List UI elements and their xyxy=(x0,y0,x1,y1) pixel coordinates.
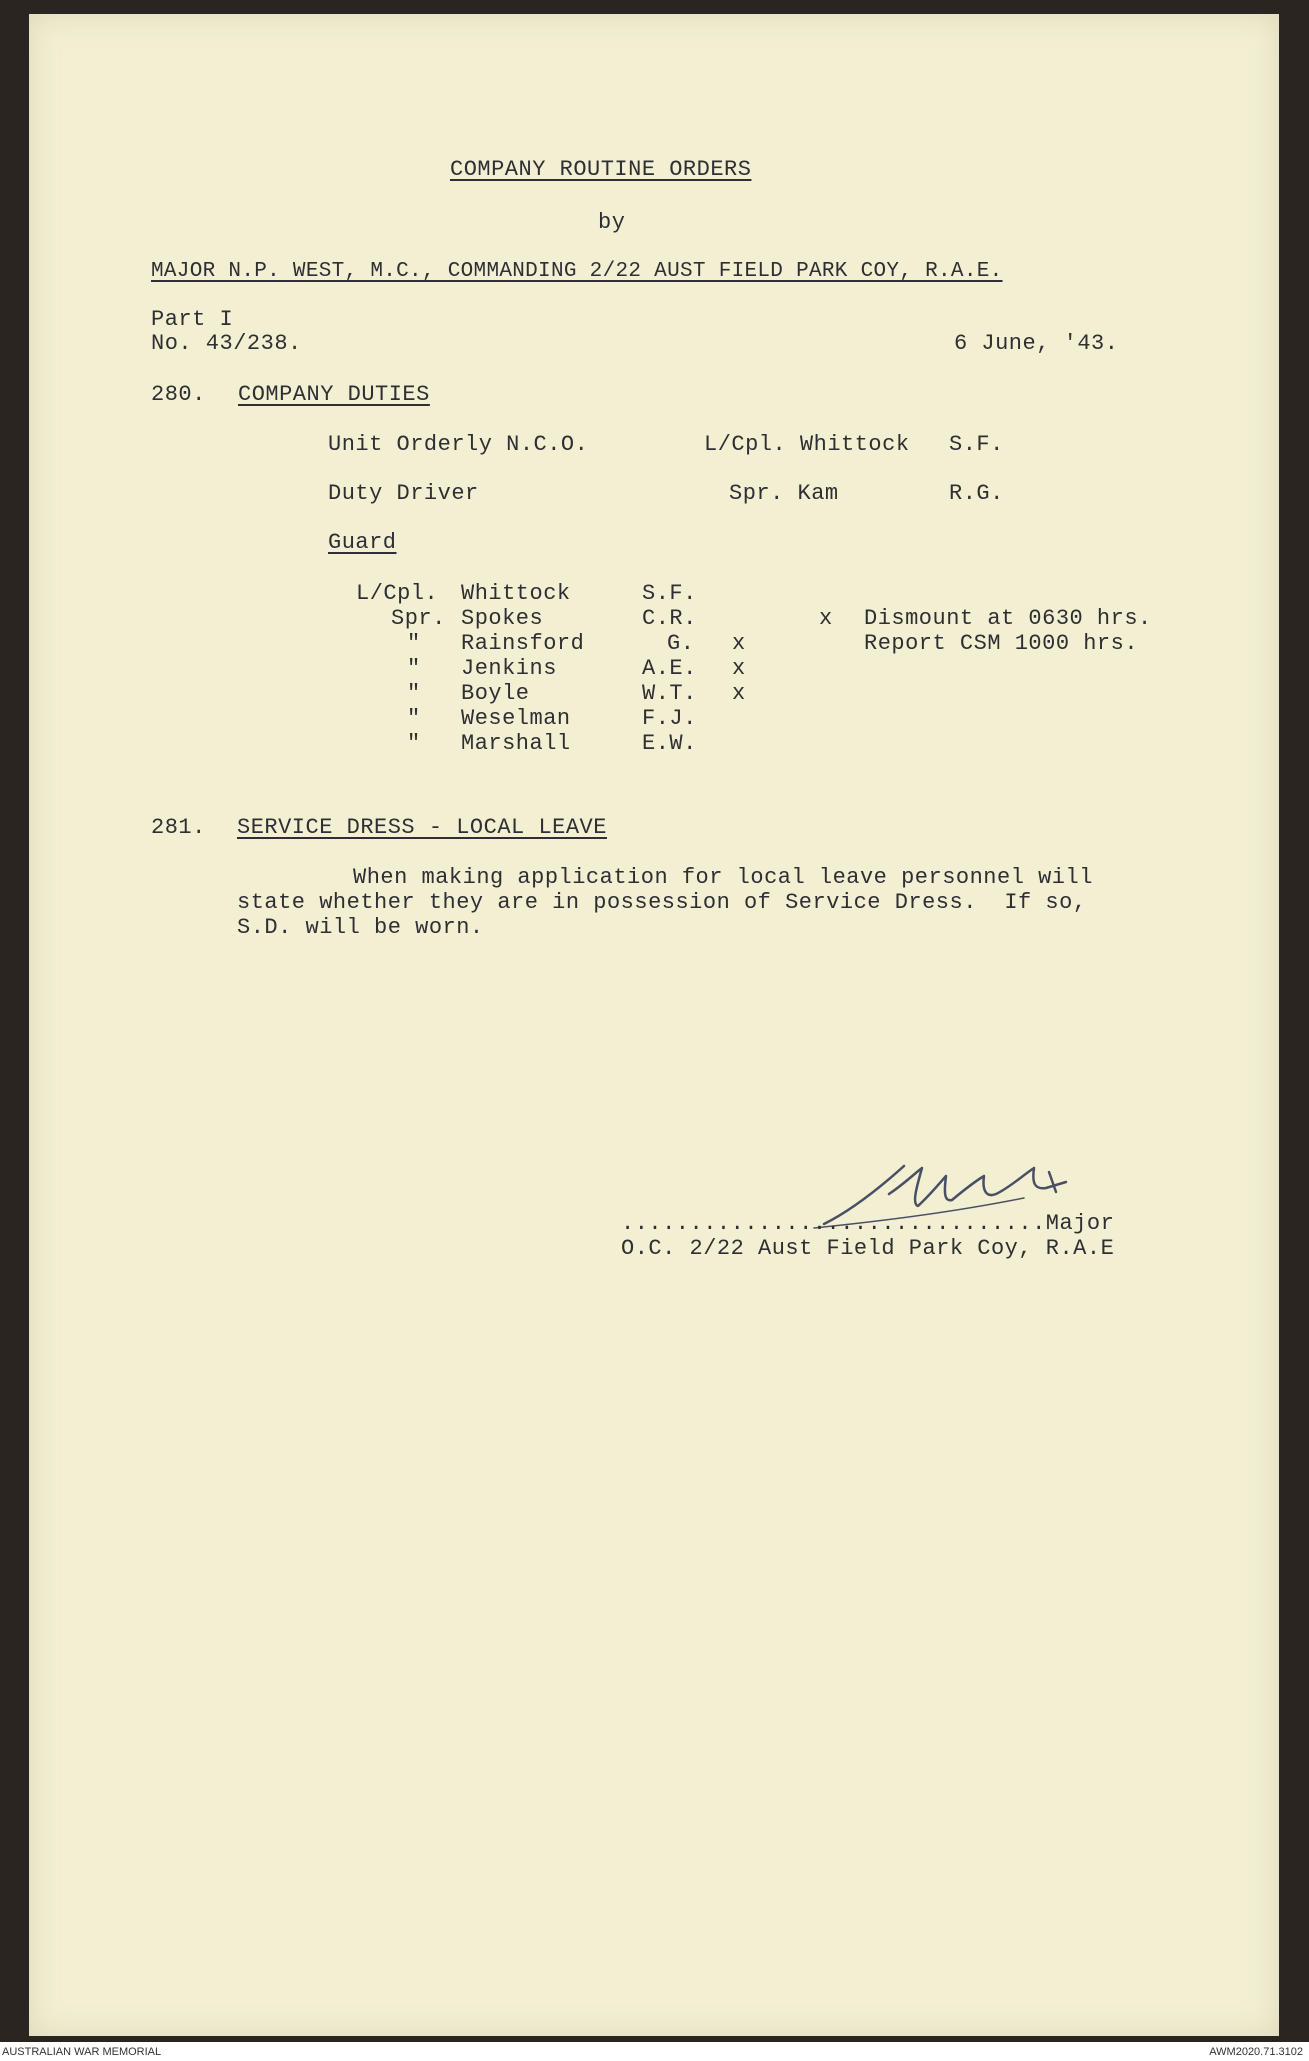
duty-initials: R.G. xyxy=(949,481,1004,506)
guard-initials: G. xyxy=(667,631,695,656)
guard-note: Dismount at 0630 hrs. xyxy=(864,606,1152,631)
document-title: COMPANY ROUTINE ORDERS xyxy=(450,157,752,182)
duty-person: Spr. Kam xyxy=(729,481,839,506)
section-280-heading: COMPANY DUTIES xyxy=(238,382,430,407)
guard-rank: " xyxy=(407,731,421,756)
order-date: 6 June, '43. xyxy=(954,331,1119,356)
guard-rank: " xyxy=(407,631,421,656)
guard-name: Boyle xyxy=(461,681,530,706)
archive-reference: AWM2020.71.3102 xyxy=(1209,2046,1303,2058)
duty-role: Duty Driver xyxy=(328,481,479,506)
guard-rank: L/Cpl. xyxy=(356,581,439,606)
by-line: by xyxy=(598,210,626,235)
document-page xyxy=(29,14,1279,2036)
guard-mark: x xyxy=(732,631,746,656)
guard-rank: Spr. xyxy=(391,606,446,631)
archive-credit: AUSTRALIAN WAR MEMORIAL xyxy=(2,2046,162,2058)
guard-rank: " xyxy=(407,656,421,681)
body-line: state whether they are in possession of Service Dress. If so, xyxy=(237,890,1087,915)
guard-mark: x xyxy=(732,656,746,681)
guard-initials: W.T. xyxy=(642,681,697,706)
guard-note-mark: x xyxy=(819,606,833,631)
guard-name: Spokes xyxy=(461,606,544,631)
guard-mark: x xyxy=(732,681,746,706)
guard-heading: Guard xyxy=(328,530,397,555)
guard-name: Marshall xyxy=(461,731,571,756)
guard-name: Whittock xyxy=(461,581,571,606)
guard-initials: C.R. xyxy=(642,606,697,631)
guard-rank: " xyxy=(407,681,421,706)
body-line: S.D. will be worn. xyxy=(237,915,484,940)
part-label: Part I xyxy=(151,307,234,332)
section-280-number: 280. xyxy=(151,382,206,407)
guard-initials: E.W. xyxy=(642,731,697,756)
duty-person: L/Cpl. Whittock xyxy=(704,432,910,457)
guard-initials: F.J. xyxy=(642,706,697,731)
duty-role: Unit Orderly N.C.O. xyxy=(328,432,589,457)
signature-line: ...............................Major xyxy=(621,1211,1115,1236)
guard-name: Rainsford xyxy=(461,631,585,656)
guard-initials: S.F. xyxy=(642,581,697,606)
guard-name: Weselman xyxy=(461,706,571,731)
body-line: When making application for local leave personnel will xyxy=(353,865,1093,890)
guard-initials: A.E. xyxy=(642,656,697,681)
guard-rank: " xyxy=(407,706,421,731)
signatory-unit: O.C. 2/22 Aust Field Park Coy, R.A.E xyxy=(621,1236,1115,1261)
guard-note: Report CSM 1000 hrs. xyxy=(864,631,1139,656)
section-281-number: 281. xyxy=(151,815,206,840)
section-281-heading: SERVICE DRESS - LOCAL LEAVE xyxy=(237,815,607,840)
duty-initials: S.F. xyxy=(949,432,1004,457)
guard-name: Jenkins xyxy=(461,656,557,681)
commander-line: MAJOR N.P. WEST, M.C., COMMANDING 2/22 AUST FIELD PARK COY, R.A.E. xyxy=(151,260,1003,283)
order-number: No. 43/238. xyxy=(151,331,302,356)
